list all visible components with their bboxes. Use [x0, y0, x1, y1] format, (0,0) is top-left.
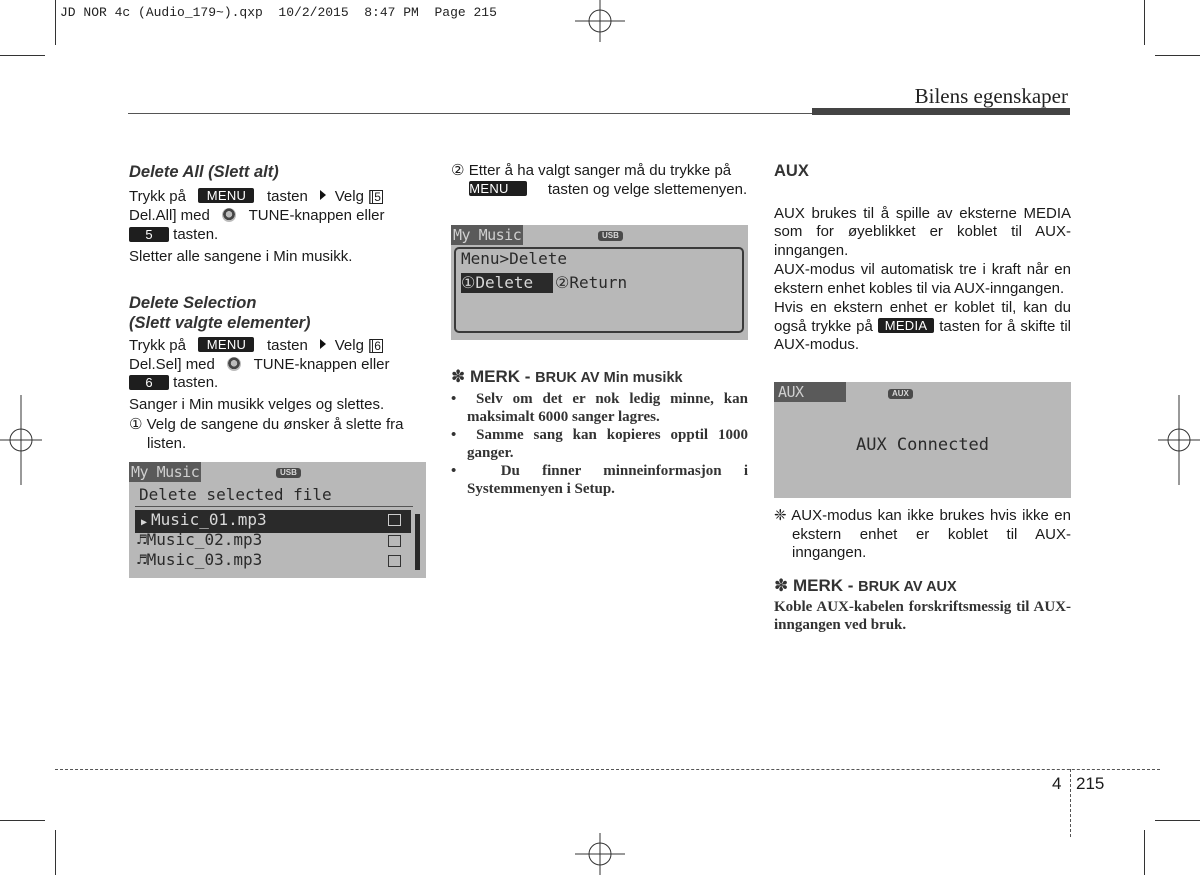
crop-mark	[55, 830, 56, 875]
play-icon: ▶	[141, 517, 148, 528]
tune-knob-icon	[222, 208, 236, 222]
aux-paragraph-2: AUX-modus vil automatisk tre i kraft når en ekstern enhet kobles til via AUX-inngangen.	[774, 261, 1071, 297]
file-row	[137, 550, 262, 570]
checkbox	[388, 535, 401, 547]
usb-badge: USB	[276, 468, 301, 478]
arrow-right-icon	[320, 339, 326, 349]
crop-mark	[1155, 820, 1200, 821]
crop-mark	[1155, 55, 1200, 56]
scrollbar	[415, 514, 420, 570]
display-my-music-list	[129, 462, 426, 578]
text: tasten.	[173, 226, 219, 243]
display-menu-delete	[451, 225, 748, 340]
step-1: ① Velg de sangene du ønsker å slette fra listen.	[129, 416, 404, 452]
aux-badge: AUX	[888, 389, 913, 399]
number-6-icon: 6	[374, 339, 381, 353]
screen-subtitle: Delete selected file	[139, 485, 332, 504]
text: Velg [	[334, 337, 373, 354]
screen-title: AUX	[774, 382, 846, 402]
column-1	[129, 162, 426, 453]
checkbox	[388, 514, 401, 526]
screen-title: My Music	[453, 226, 522, 244]
file-name: Music_01.mp3	[151, 510, 267, 529]
text: ② Etter å ha valgt sanger må du trykke	[451, 162, 711, 179]
screen-title: My Music	[131, 463, 200, 481]
column-3-notes	[774, 507, 1071, 634]
page-header-title: Bilens egenskaper	[914, 84, 1068, 108]
text: tasten.	[173, 374, 219, 391]
column-3	[774, 162, 1071, 355]
checkbox	[388, 555, 401, 567]
return-option: ②Return	[555, 273, 628, 292]
merk-text: Koble AUX-kabelen forskriftsmessig til AUX-inngangen ved bruk.	[774, 599, 1071, 633]
arrow-right-icon	[320, 190, 326, 200]
file-name: Music_03.mp3	[146, 550, 263, 569]
text: slettemenyen.	[653, 180, 748, 198]
menu-key: MENU	[469, 181, 527, 196]
section-number: 4	[1052, 774, 1062, 793]
display-aux	[774, 382, 1071, 498]
number-5-icon: 5	[374, 190, 381, 204]
text: tasten og velge	[547, 180, 650, 198]
crop-mark	[1144, 0, 1145, 45]
selection-description: Sanger i Min musikk velges og slettes.	[129, 395, 385, 413]
aux-connected-message: AUX Connected	[855, 435, 990, 455]
delete-all-description: Sletter alle sangene i Min musikk.	[129, 247, 353, 265]
crop-mark	[0, 55, 45, 56]
text: TUNE-knappen eller	[253, 355, 390, 373]
registration-mark-icon	[575, 833, 625, 875]
crop-mark	[55, 0, 56, 45]
music-note-icon: ♬	[137, 530, 147, 549]
delete-selection-instruction	[129, 337, 426, 393]
registration-mark-icon	[0, 395, 42, 485]
divider	[135, 506, 413, 507]
aux-paragraph-3	[774, 299, 1071, 355]
registration-mark-icon	[1158, 395, 1200, 485]
number-key-5: 5	[129, 227, 169, 242]
text: Hvis en ekstern enhet er koblet til, kan du også trykke på	[774, 299, 1071, 335]
tune-knob-icon	[227, 357, 241, 371]
bullet-item: • Selv om det er nok ledig minne, kan maksimalt 6000 sanger lagres.	[451, 390, 748, 425]
crop-mark	[0, 820, 45, 821]
menu-key: MENU	[198, 188, 254, 203]
text: BRUK AV AUX	[858, 578, 957, 595]
usb-badge: USB	[598, 231, 623, 241]
bullet-item: • Samme sang kan kopieres opptil 1000 ganger.	[451, 426, 748, 461]
music-note-icon: ♬	[137, 550, 147, 569]
merk-heading	[451, 368, 748, 388]
text: Samme sang kan kopieres opptil 1000 ganger.	[467, 426, 748, 461]
crop-mark	[1144, 830, 1145, 875]
text: Trykk på	[129, 337, 186, 354]
text: Del.All] med	[129, 206, 210, 224]
file-row	[137, 530, 262, 550]
media-key: MEDIA	[878, 318, 935, 333]
aux-paragraph-1: AUX brukes til å spille av eksterne MEDIA som for øyeblikket er koblet til AUX-inngangen.	[774, 204, 1071, 259]
header-rule-thick	[812, 108, 1070, 115]
number-key-6: 6	[129, 375, 169, 390]
text: TUNE-knappen eller	[248, 206, 385, 224]
step-2	[451, 162, 748, 199]
text: tasten for å skifte til AUX-modus.	[774, 317, 1072, 353]
registration-mark-icon	[575, 0, 625, 42]
page-number: 215	[1076, 774, 1105, 793]
bullet-item: • Du finner minneinformasjon i Systemmenyen i Setup.	[451, 462, 748, 497]
delete-option: ①Delete	[461, 273, 553, 293]
aux-heading: AUX	[774, 162, 809, 180]
text: Selv om det er nok ledig minne, kan maksimalt 6000 sanger lagres.	[467, 390, 748, 425]
text: BRUK AV Min musikk	[535, 370, 683, 386]
menu-path: Menu>Delete	[461, 249, 567, 268]
text: tasten	[266, 337, 308, 354]
text: ✽ MERK -	[774, 575, 854, 595]
text: Trykk på	[129, 188, 186, 205]
delete-selection-heading-sub: (Slett valgte elementer)	[129, 314, 311, 332]
column-2-notes	[451, 368, 748, 498]
footer-divider	[1070, 769, 1071, 837]
merk-heading	[774, 577, 1071, 597]
text: Del.Sel] med	[129, 355, 215, 373]
aux-note: ❈ AUX-modus kan ikke brukes hvis ikke en ekstern enhet er koblet til AUX-inngangen.	[774, 507, 1071, 561]
print-slug: JD NOR 4c (Audio_179~).qxp 10/2/2015 8:47 PM Page 215	[60, 5, 497, 20]
text: tasten	[266, 188, 308, 205]
text: på	[714, 162, 732, 179]
text: Velg [	[334, 188, 373, 205]
text: ✽ MERK -	[451, 367, 531, 386]
text: Du finner minneinformasjon i Systemmenyen i Setup.	[467, 462, 748, 497]
file-name: Music_02.mp3	[146, 530, 263, 549]
column-2	[451, 162, 748, 199]
footer-rule	[55, 769, 1160, 770]
menu-key: MENU	[198, 337, 254, 352]
delete-all-heading: Delete All (Slett alt)	[129, 163, 279, 181]
delete-selection-heading: Delete Selection	[129, 294, 257, 312]
delete-all-instruction	[129, 188, 426, 245]
